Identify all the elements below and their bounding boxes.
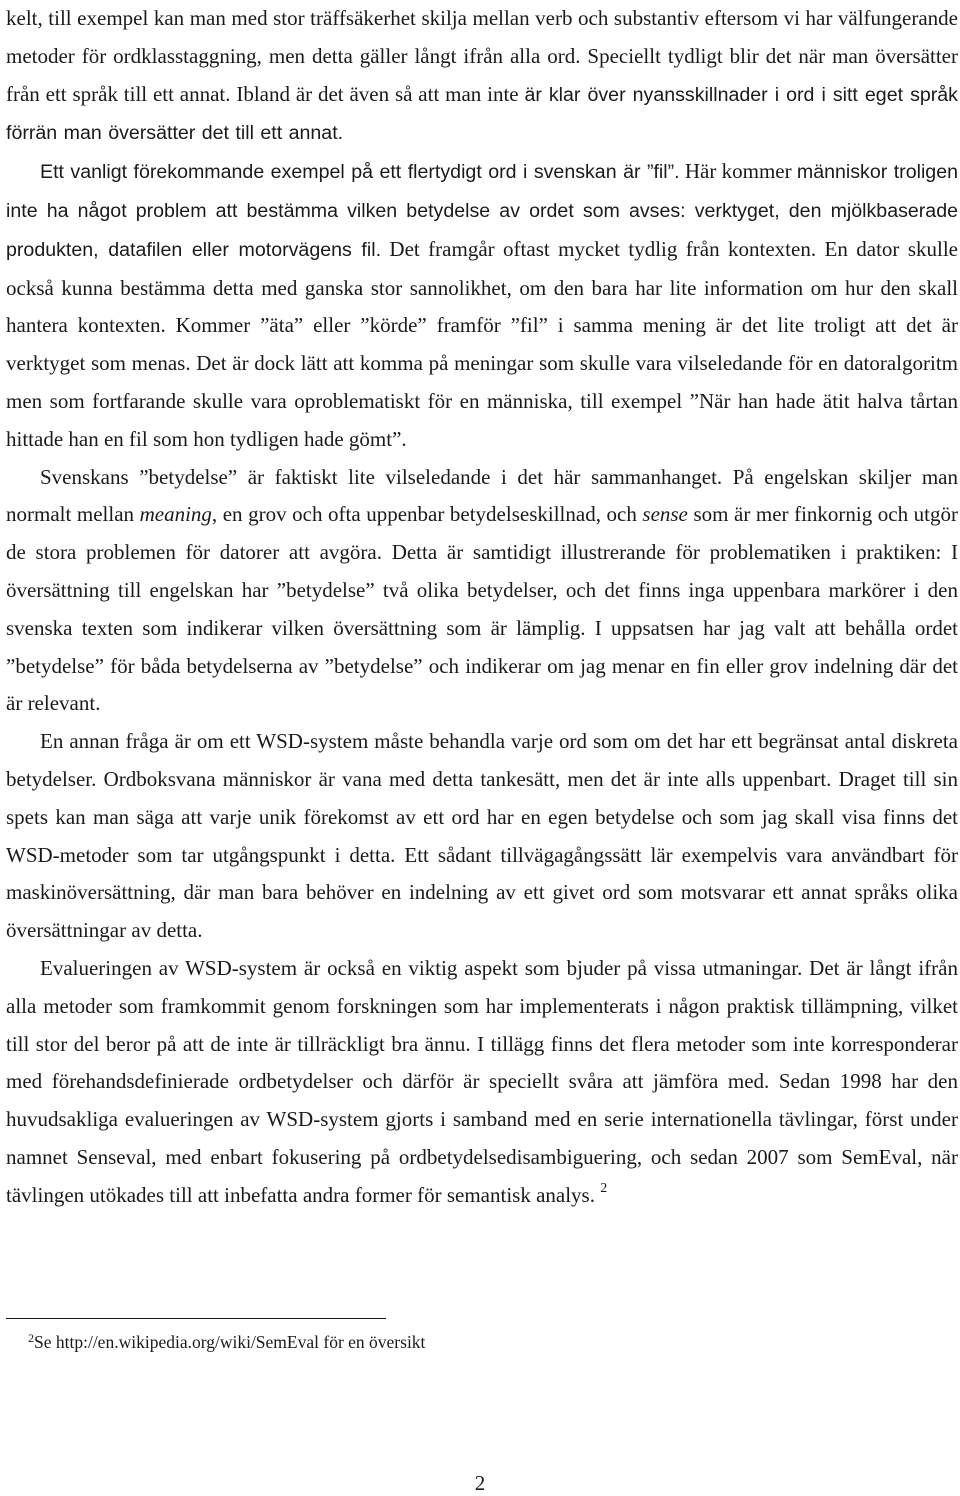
text-run: Här kommer	[679, 159, 797, 184]
paragraph	[6, 153, 958, 458]
text-run: Svenskans ”betydelse” är faktiskt lite vilseledande i det här sammanhanget. På engelskan skiljer man normalt mellan	[6, 464, 958, 527]
text-run: Evalueringen av WSD-system är också en viktig aspekt som bjuder på vissa utmaningar. Det är långt ifrån alla metoder som framkommit genom forskningen som har implementerats i någon praktisk tillämpning, vilket till stor del beror på att de inte är tillräckligt bra ännu. I tillägg finns det flera metoder som inte korresponderar med förehandsdefinierade ordbetydelser och därför är speciellt svåra att jämföra med. Sedan 1998 har den huvudsakliga evalueringen av WSD-system gjorts i samband med en serie internationella tävlingar, först under namnet Senseval, med enbart fokusering på ordbetydelsedisambiguering, och sedan 2007 som SemEval, när tävlingen utökades till att inbefatta andra former för semantisk analys.	[6, 955, 958, 1207]
page-number: 2	[474, 1471, 486, 1495]
body-text	[6, 0, 958, 1215]
text-run: som är mer finkornig och utgör de stora problemen för datorer att avgöra. Detta är samtidigt illustrerande för problematiken i praktiken: I översättning till engelskan har ”betydelse” två olika betydelser, och det finns inga uppenbara markörer i den svenska texten som indikerar vilken översättning som är lämplig. I uppsatsen har jag valt att behålla ordet ”betydelse” för båda betydelserna av ”betydelse” och indikerar om jag menar en fin eller grov indelning där det är relevant.	[6, 502, 958, 716]
footnote-reference: 2	[600, 1180, 608, 1196]
footnote-text: Se http://en.wikipedia.org/wiki/SemEval för en översikt	[34, 1332, 426, 1352]
paragraph	[6, 459, 958, 724]
paragraph	[6, 950, 958, 1215]
footnote-divider	[6, 1318, 386, 1319]
text-run: är klar över nyansskillnader i ord i sitt eget språk förrän man översätter det till ett annat.	[6, 83, 958, 145]
text-run: Det framgår oftast mycket tydlig från kontexten. En dator skulle också kunna bestämma detta med ganska stor sannolikhet, om den bara har lite information om hur den skall hantera kontexten. Kommer ”äta” eller ”körde” framför ”fil” i samma mening är det lite troligt att det är verktyget som menas. Det är dock lätt att komma på meningar som skulle vara vilseledande för en datoralgoritm men som fortfarande skulle vara oproblematiskt för en människa, till exempel ”När han hade ätit halva tårtan hittade han en fil som hon tydligen hade gömt”.	[6, 236, 958, 451]
text-run: En annan fråga är om ett WSD-system måste behandla varje ord som om det har ett begränsat antal diskreta betydelser. Ordboksvana människor är vana med detta tankesätt, men det är inte alls uppenbart. Draget till sin spets kan man säga att varje unik förekomst av ett ord har en egen betydelse och som jag skall visa finns det WSD-metoder som tar utgångspunkt i detta. Ett sådant tillvägagångssätt lär exempelvis vara användbart för maskinöversättning, där man bara behöver en indelning av ett givet ord som motsvarar ett annat språks olika översättningar av detta.	[6, 729, 958, 943]
text-run: kelt, till exempel kan man med stor träffsäkerhet skilja mellan verb och substantiv eftersom vi har välfungerande metoder för ordklasstaggning, men detta gäller långt ifrån alla ord. Speciellt tydligt blir det när man översätter från ett språk till ett annat. Ibland är det även så att man inte	[6, 6, 958, 106]
text-run: människor troligen inte ha något problem att bestämma vilken betydelse av ordet som avses: verktyget, den mjölkbaserade produkten, datafilen eller motorvägens fil.	[6, 161, 959, 261]
paragraph	[6, 0, 958, 153]
footnote-marker: 2	[28, 1331, 34, 1345]
text-run: Ett vanligt förekommande exempel på ett flertydigt ord i svenskan är ”fil”.	[40, 161, 680, 184]
italic-term: meaning	[139, 502, 212, 527]
italic-term: sense	[642, 502, 688, 527]
footnote	[28, 1325, 425, 1355]
text-run: , en grov och ofta uppenbar betydelseskillnad, och	[211, 502, 643, 527]
paragraph	[6, 723, 958, 950]
